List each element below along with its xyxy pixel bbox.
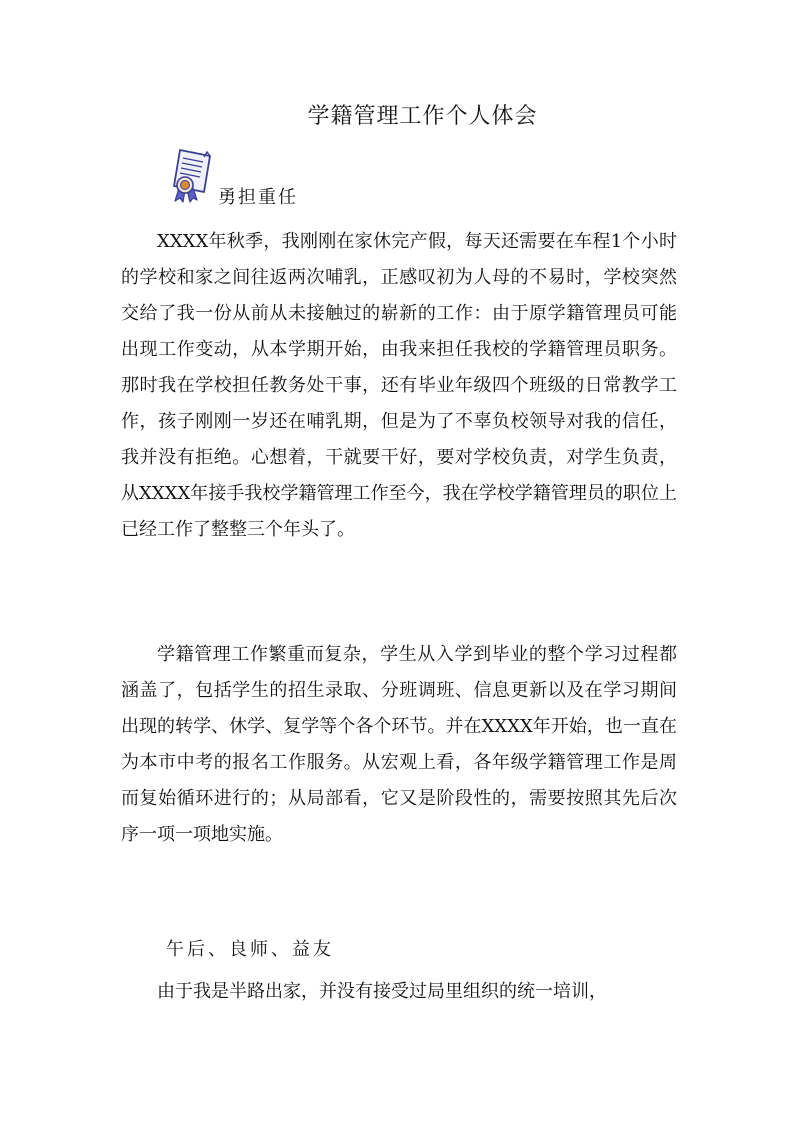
certificate-ribbon-icon [170,148,216,204]
document-title: 学籍管理工作个人体会 [307,104,538,129]
body-paragraph: XXXX年秋季，我刚刚在家休完产假，每天还需要在车程1个小时的学校和家之间往返两次哺乳，正感叹初为人母的不易时，学校突然交给了我一份从前从未接触过的崭新的工作：由于原学籍管理员可能出现工作变动，从本学期开始，由我来担任我校的学籍管理员职务。那时我在学校担任教务处干事，还有毕业年级四个班级的日常教学工作，孩子刚刚一岁还在哺乳期，但是为了不辜负校领导对我的信任，我并没有拒绝。心想着，干就要干好，要对学校负责，对学生负责，从XXXX年接手我校学籍管理工作至今，我在学校学籍管理员的职位上已经工作了整整三个年头了。 [121,231,677,540]
body-paragraph: 学籍管理工作繁重而复杂，学生从入学到毕业的整个学习过程都涵盖了，包括学生的招生录取、分班调班、信息更新以及在学习期间出现的转学、休学、复学等个各个环节。并在XXXX年开始，也一直在为本市中考的报名工作服务。从宏观上看，各年级学籍管理工作是周而复始循环进行的；从局部看，它又是阶段性的，需要按照其先后次序一项一项地实施。 [121,644,677,845]
section-heading: 勇担重任 [218,187,298,208]
body-paragraph: 由于我是半路出家，并没有接受过局里组织的统一培训， [157,981,607,1002]
section-heading: 午后、良师、益友 [166,939,334,960]
